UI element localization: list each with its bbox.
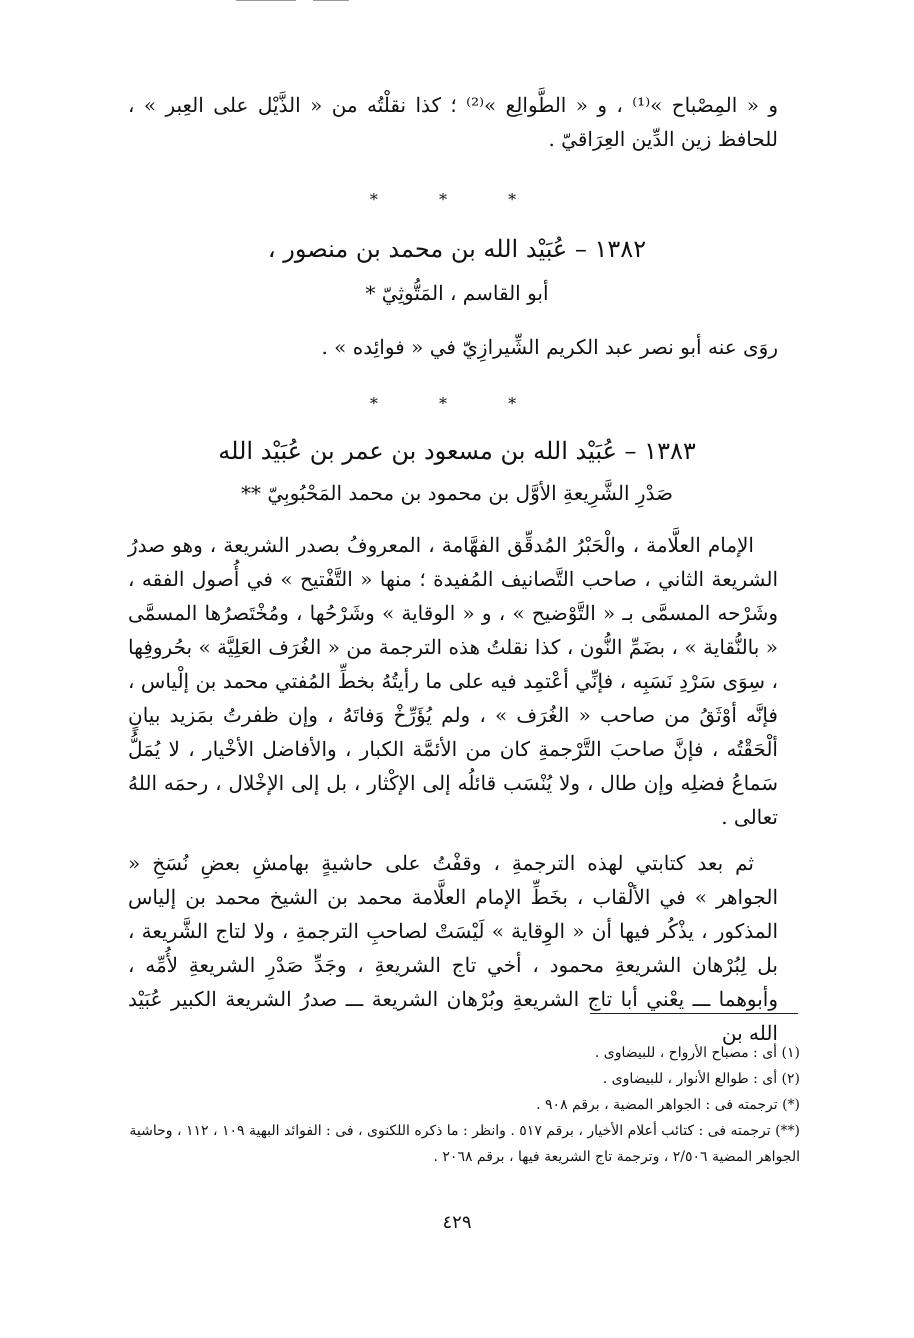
- footnote-rule: [590, 1013, 798, 1014]
- footnote: (**) ترجمته فى : كتائب أعلام الأخيار ، برقم ٥١٧ . وانظر : ما ذكره اللكنوى ، فى : الفوائد البهية ١٠٩ ، ١١٢ ، وحاشية الجواهر المضية ٢/٥٠٦ ، وترجمة تاج الشريعة فيها ، برقم ٢٠٦٨ .: [129, 1123, 800, 1165]
- section-separator: * * *: [369, 190, 545, 209]
- intro-paragraph: و « المِصْباح »⁽¹⁾ ، و « الطَّوالِع »⁽²⁾ ؛ كذا نقلْتُه من « الذَّيْل على العِبر » ، للحافظ زين الدِّين العِرَاقيّ .: [128, 93, 778, 151]
- entry-body: [128, 330, 778, 364]
- entry-title: ١٣٨٢ – عُبَيْد الله بن محمد بن منصور ،: [267, 235, 647, 263]
- section-separator: * * *: [369, 394, 545, 413]
- footnote: (١) أى : مصباح الأرواح ، للبيضاوى .: [594, 1045, 800, 1061]
- entry-title: ١٣٨٣ – عُبَيْد الله بن مسعود بن عمر بن عُبَيْد الله: [218, 437, 696, 465]
- page-number: ٤٢٩: [442, 1212, 472, 1233]
- entry-body: [128, 528, 778, 1050]
- entry-subtitle: أبو القاسم ، المَتُّوثِيّ *: [365, 281, 549, 305]
- entry-paragraph: ثم بعد كتابتي لهذه الترجمةِ ، وقفْتُ على حاشيةٍ بهامشِ بعضِ نُسَخِ « الجواهر » في الألْقاب ، بخَطِّ الإمام العلَّامة محمد بن الشيخ محمد بن إلياس المذكور ، يذْكُر فيها أن « الوِقاية » لَيْسَتْ لصاحبِ الترجمةِ ، ولا لتاج الشَّريعة ، بل لِبُرْهان الشريعةِ محمود ، أخي تاج الشريعةِ ، وجَدِّ صَدْرِ الشريعةِ لأُمِّه ، وأبوهما ـــ يعْني أبا تاج الشريعةِ وبُرْهان الشريعة ـــ صدرُ الشريعة الكبير عُبَيْد الله بن: [128, 851, 778, 1045]
- footnote: (*) ترجمته فى : الجواهر المضية ، برقم ٩٠٨ .: [536, 1097, 800, 1113]
- top-edge-mark: [313, 0, 349, 1]
- footnotes: [120, 1040, 800, 1170]
- intro-paragraph-block: [128, 88, 778, 156]
- entry-subtitle: صَدْرِ الشَّرِيعةِ الأوَّل بن محمود بن محمد المَحْبُوبِيّ **: [240, 481, 674, 505]
- top-edge-mark: [236, 0, 296, 1]
- footnote: (٢) أى : طوالع الأنوار ، للبيضاوى .: [602, 1071, 800, 1087]
- entry-paragraph: الإمام العلَّامة ، والْحَبْرُ المُدقِّق الفهَّامة ، المعروفُ بصدر الشريعة ، وهو صدرُ الشريعة الثاني ، صاحب التَّصانيف المُفيدة ؛ منها « التَّفْتيح » في أُصول الفقه ، وشَرْحه المسمَّى بـ « التَّوْضيح » ، و « الوقاية » وشَرْحُها ، ومُخْتَصرُها المسمَّى « بالنُّقاية » ، بضَمِّ النُّون ، كذا نقلتُ هذه الترجمة من « الغُرَف العَلِيَّة » بحُروفِها ، سِوَى سَرْدِ نَسَبِه ، فإنِّي أعْتمِد فيه على ما رأيتُهُ بخطِّ المُفتي محمد بن إلْياس ، فإنَّه أوْثَقُ من صاحب « الغُرَف » ، ولم يُؤَرِّخْ وَفاتَهُ ، وإن ظفرتُ بمَزيد بيانٍ ألْحَقْتُه ، فإنَّ صاحبَ التَّرْجمةِ كان من الأئمَّة الكبار ، والأفاضل الأخْيار ، لا يُمَلُّ سَماعُ فضلِه وإن طال ، ولا يُنْسَب قائلُه إلى الإكْثار ، بل إلى الإخْلال ، رحمَه اللهُ تعالى .: [128, 533, 778, 829]
- entry-paragraph: روَى عنه أبو نصر عبد الكريم الشِّيرازِيّ في « فوائِده » .: [321, 335, 778, 359]
